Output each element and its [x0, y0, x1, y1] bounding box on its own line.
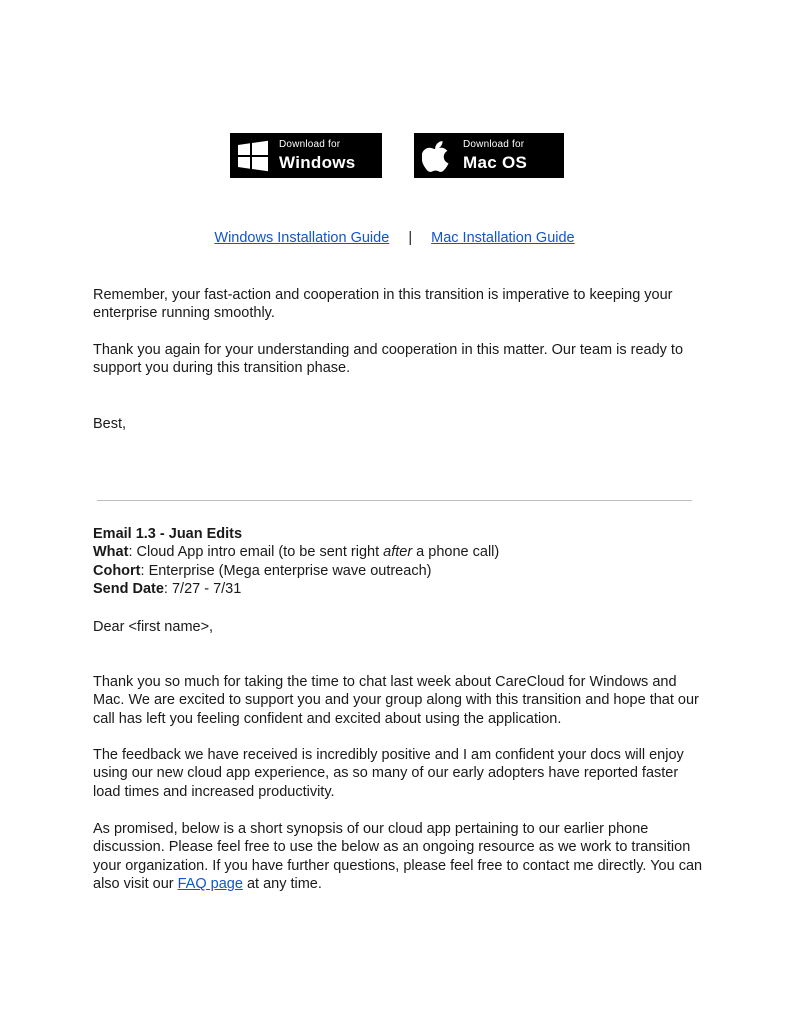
- download-mac-button[interactable]: [414, 133, 564, 178]
- what-value-italic: after: [383, 544, 413, 561]
- email-meta-block: [93, 525, 703, 599]
- windows-logo-icon: [235, 138, 271, 174]
- section-divider: [97, 500, 692, 501]
- email-greeting: Dear <first name>,: [93, 619, 214, 635]
- email-body-paragraph-1: Thank you so much for taking the time to chat last week about CareCloud for Windows and Mac. We are excited to support you and your group along with this transition and hope that our call has left you feeling confident and excited about using the application.: [93, 674, 699, 727]
- closing-paragraph-1: Remember, your fast-action and cooperation in this transition is imperative to keeping your enterprise running smoothly.: [93, 287, 673, 322]
- email-body-paragraph-2: The feedback we have received is incredibly positive and I am confident your docs will enjoy using our new cloud app experience, as so many of our early adopters have reported faster load times and increased productivity.: [93, 747, 684, 800]
- closing-paragraph-2: Thank you again for your understanding and cooperation in this matter. Our team is ready to support you during this transition phase.: [93, 342, 684, 377]
- faq-page-link[interactable]: FAQ page: [177, 876, 243, 893]
- cohort-label: Cohort: [93, 562, 141, 579]
- email-what-line: [93, 543, 703, 561]
- download-mac-big-label: Mac OS: [463, 153, 528, 172]
- download-mac-text: [463, 140, 527, 171]
- send-date-label: Send Date: [93, 581, 164, 598]
- download-windows-button[interactable]: [230, 133, 382, 178]
- what-label: What: [93, 544, 129, 561]
- what-value-before: : Cloud App intro email (to be sent right: [128, 544, 384, 561]
- email-body-3-after: at any time.: [242, 876, 322, 893]
- email-body-3-before: As promised, below is a short synopsis of our cloud app pertaining to our earlier phone discussion. Please feel free to use the below as an ongoing resource as we work to transition your organization. If you have further questions, please feel free to contact me directly. You can also visit our: [93, 821, 703, 893]
- signoff: Best,: [93, 416, 127, 432]
- email-heading-text: Email 1.3 - Juan Edits: [93, 526, 243, 542]
- email-cohort-line: [93, 562, 703, 580]
- download-windows-small-label: Download for: [279, 139, 341, 150]
- download-mac-small-label: Download for: [463, 139, 525, 150]
- installation-guides-row: [0, 229, 789, 247]
- guides-separator: |: [408, 230, 413, 246]
- what-value-after: a phone call): [412, 544, 500, 561]
- cohort-value: : Enterprise (Mega enterprise wave outreach): [140, 562, 432, 579]
- windows-installation-guide-link[interactable]: Windows Installation Guide: [214, 230, 390, 246]
- download-windows-big-label: Windows: [279, 153, 356, 172]
- apple-logo-icon: [419, 138, 455, 174]
- send-date-value: : 7/27 - 7/31: [163, 581, 242, 598]
- mac-installation-guide-link[interactable]: Mac Installation Guide: [431, 230, 575, 246]
- email-heading: [93, 525, 703, 543]
- email-body-paragraph-3: [93, 820, 703, 894]
- download-windows-text: [279, 140, 356, 171]
- email-send-date-line: [93, 580, 703, 598]
